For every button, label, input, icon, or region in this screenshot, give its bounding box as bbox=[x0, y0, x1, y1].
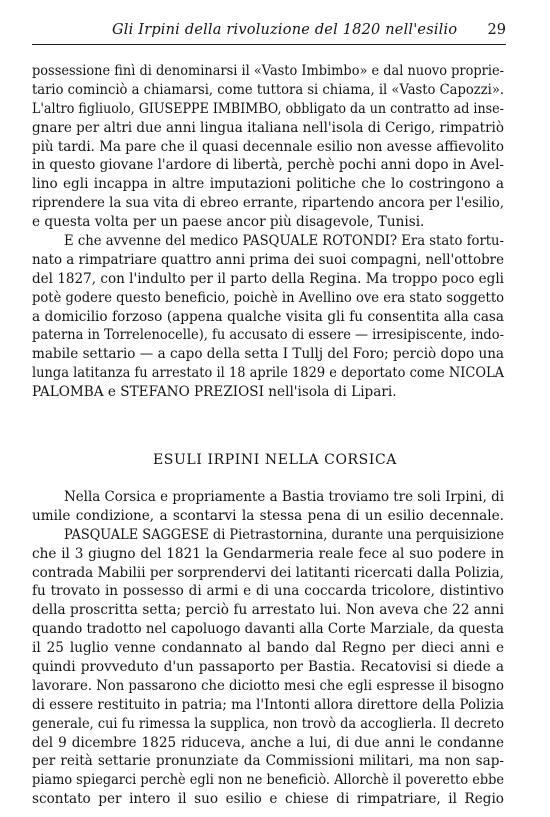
text-line: L'altro figliuolo, GIUSEPPE IMBIMBO, obbligato da un contratto ad inse- bbox=[32, 100, 504, 117]
text-line: di essere restituito in patria; ma l'Intonti allora direttore della Polizia bbox=[32, 696, 505, 713]
text-line: potè godere questo beneficio, poichè in Avellino ove era stato soggetto bbox=[32, 289, 505, 306]
text-line: per reità settarie pronunziate da Commissioni militari, ma non sap- bbox=[32, 753, 504, 770]
text-line: gnare per altri due anni lingua italiana nell'isola di Cerigo, rimpatriò bbox=[32, 119, 505, 136]
text-line: il 25 luglio venne condannato al bando dal Regno per dieci anni e bbox=[32, 640, 504, 657]
text-line: mabile settario — a capo della setta I Tullj del Foro; perciò dopo una bbox=[32, 346, 504, 363]
text-line: riprendere la sua vita di ebreo errante, ripartendo ancora per l'esilio, bbox=[32, 195, 505, 212]
text-line: fu trovato in possesso di armi e di una coccarda tricolore, distintivo bbox=[32, 583, 504, 600]
text-line: scontato per intero il suo esilio e chiese di rimpatriare, il Regio bbox=[32, 791, 504, 808]
text-line: e questa volta per un paese ancor più disagevole, Tunisi. bbox=[32, 214, 425, 231]
text-line: nato a rimpatriare quattro anni prima dei suoi compagni, nell'ottobre bbox=[32, 251, 504, 268]
text-line: Nella Corsica e propriamente a Bastia troviamo tre soli Irpini, di bbox=[64, 489, 504, 505]
text-line: E che avvenne del medico PASQUALE ROTONDI? Era stato fortu- bbox=[64, 233, 505, 250]
text-line: PALOMBA e STEFANO PREZIOSI nell'isola di Lipari. bbox=[32, 384, 397, 401]
text-line: quando tradotto nel capoluogo davanti alla Corte Marziale, da questa bbox=[32, 621, 504, 638]
section2-body bbox=[32, 488, 504, 809]
text-line: lavorare. Non passarono che diciotto mesi che egli espresse il bisogno bbox=[32, 677, 505, 694]
text-line: tario cominciò a chiamarsi, come tuttora si chiama, il «Vasto Capozzi». bbox=[32, 81, 505, 98]
text-line: PASQUALE SAGGESE di Pietrastornina, durante una perquisizione bbox=[64, 526, 505, 543]
header-rule bbox=[32, 44, 506, 45]
text-line: quindi provveduto d'un passaporto per Bastia. Recatovisi si diede a bbox=[32, 659, 504, 676]
text-line: che il 3 giugno del 1821 la Gendarmeria reale fece al suo podere in bbox=[32, 545, 504, 562]
running-header bbox=[32, 22, 506, 44]
section1-body bbox=[32, 62, 504, 402]
page-number: 29 bbox=[487, 22, 506, 38]
text-line: più tardi. Ma pare che il quasi decennale esilio non avesse affievolito bbox=[32, 138, 505, 155]
text-line: piamo spiegarci perchè egli non ne beneficiò. Allorchè il poveretto ebbe bbox=[32, 772, 505, 789]
text-line: lino egli incappa in altre imputazioni politiche che lo costringono a bbox=[32, 176, 504, 193]
text-line: contrada Mabilii per sorprendervi dei latitanti ricercati dalla Polizia, bbox=[32, 564, 505, 581]
text-line: possessione finì di denominarsi il «Vasto Imbimbo» e dal nuovo proprie- bbox=[32, 63, 504, 79]
text-line: umile condizione, a scontarvi la stessa pena di un esilio decennale. bbox=[32, 507, 504, 524]
text-line: del 9 dicembre 1825 riduceva, anche a lui, di due anni le condanne bbox=[32, 734, 504, 751]
text-line: del 1827, con l'indulto per il parto della Regina. Ma troppo poco egli bbox=[32, 270, 504, 287]
text-line: lunga latitanza fu arrestato il 18 aprile 1829 e deportato come NICOLA bbox=[32, 365, 505, 382]
running-title: Gli Irpini della rivoluzione del 1820 nell'esilio bbox=[112, 22, 458, 38]
section-heading: ESULI IRPINI NELLA CORSICA bbox=[152, 452, 398, 468]
text-line: generale, cui fu rimessa la supplica, non trovò da accoglierla. Il decreto bbox=[32, 715, 505, 732]
text-line: della proscritta setta; perciò fu arrestato lui. Non aveva che 22 anni bbox=[32, 602, 504, 619]
text-line: paterna in Torrelenocelle), fu accusato di essere — irresipiscente, indo- bbox=[32, 327, 504, 344]
text-line: a domicilio forzoso (appena qualche visita gli fu consentita alla casa bbox=[32, 308, 504, 325]
text-line: in questo giovane l'ardore di libertà, perchè pochi anni dopo in Avel- bbox=[32, 157, 504, 174]
